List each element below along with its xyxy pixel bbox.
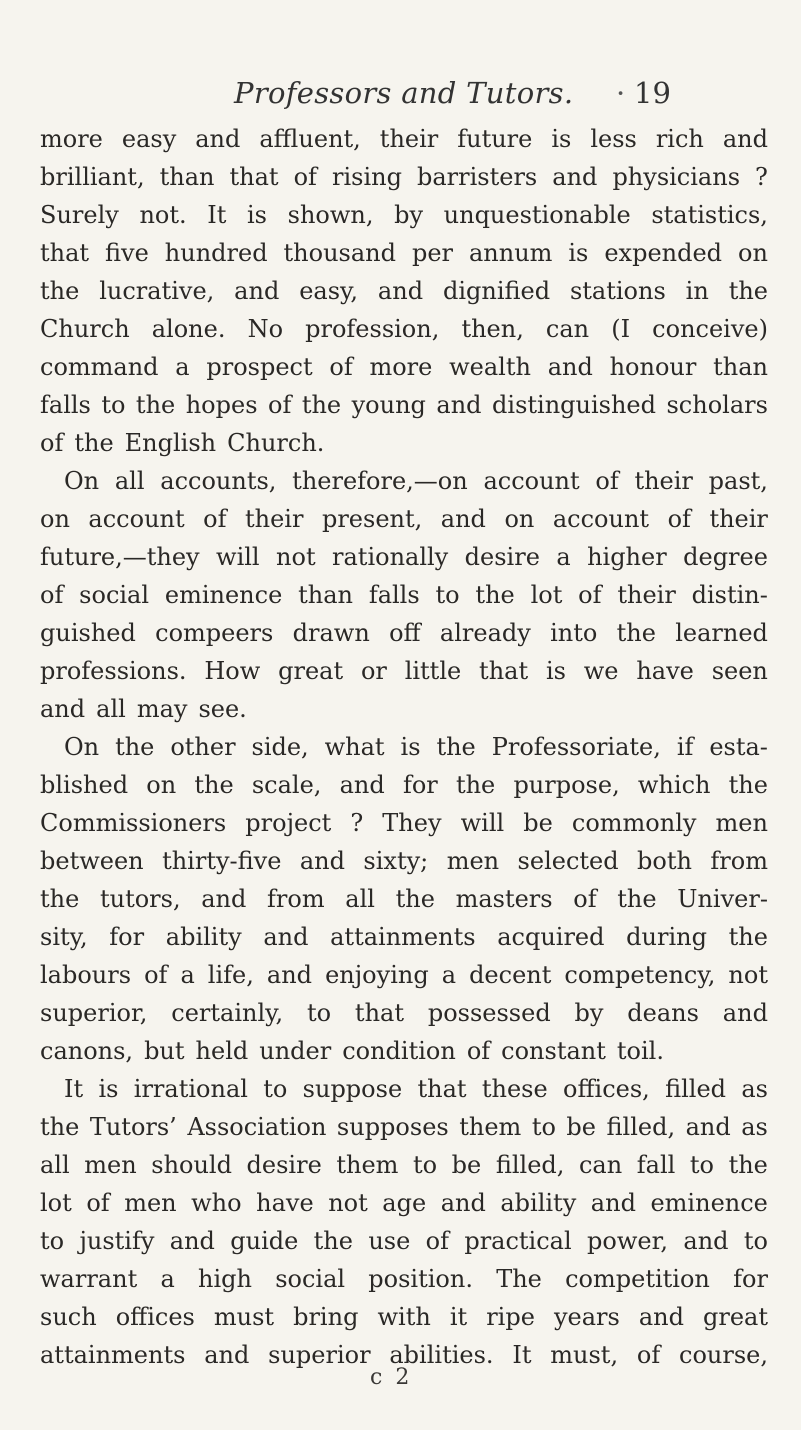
page-header <box>0 76 801 116</box>
text-line: falls to the hopes of the young and distinguished scholars <box>40 391 768 419</box>
text-line: Church alone. No profession, then, can (I conceive) <box>40 315 768 343</box>
text-line: guished compeers drawn off already into the learned <box>40 619 768 647</box>
text-line: the tutors, and from all the masters of the Univer- <box>40 885 768 913</box>
text-line: attainments and superior abilities. It must, of course, <box>40 1341 768 1369</box>
text-line: Surely not. It is shown, by unquestionable statistics, <box>40 201 768 229</box>
text-line: brilliant, than that of rising barristers and physicians ? <box>40 163 768 191</box>
text-line: of the English Church. <box>40 429 325 457</box>
text-line: lot of men who have not age and ability and eminence <box>40 1189 768 1217</box>
text-line: that five hundred thousand per annum is expended on <box>40 239 768 267</box>
text-line: and all may see. <box>40 695 247 723</box>
text-line: sity, for ability and attainments acquired during the <box>40 923 768 951</box>
signature-mark: c 2 <box>370 1365 413 1390</box>
text-line: On all accounts, therefore,—on account of their past, <box>64 467 768 495</box>
body-text <box>40 120 768 1374</box>
text-line: labours of a life, and enjoying a decent competency, not <box>40 961 768 989</box>
text-line: the lucrative, and easy, and dignified stations in the <box>40 277 768 305</box>
text-line: On the other side, what is the Professoriate, if esta- <box>64 733 768 761</box>
text-line: blished on the scale, and for the purpose, which the <box>40 771 768 799</box>
text-line: to justify and guide the use of practical power, and to <box>40 1227 768 1255</box>
text-line: future,—they will not rationally desire a higher degree <box>40 543 768 571</box>
text-line: all men should desire them to be filled, can fall to the <box>40 1151 768 1179</box>
text-line: command a prospect of more wealth and honour than <box>40 353 768 381</box>
text-line: between thirty-five and sixty; men selected both from <box>40 847 768 875</box>
page-number: · 19 <box>634 76 671 110</box>
text-line: Commissioners project ? They will be commonly men <box>40 809 768 837</box>
text-line: on account of their present, and on account of their <box>40 505 768 533</box>
text-line: superior, certainly, to that possessed by deans and <box>40 999 768 1027</box>
text-line: warrant a high social position. The competition for <box>40 1265 768 1293</box>
text-line: of social eminence than falls to the lot of their distin- <box>40 581 768 609</box>
text-line: the Tutors’ Association supposes them to be filled, and as <box>40 1113 768 1141</box>
text-line: more easy and affluent, their future is less rich and <box>40 125 768 153</box>
text-line: such offices must bring with it ripe years and great <box>40 1303 768 1331</box>
running-title: Professors and Tutors. <box>234 76 574 110</box>
text-line: professions. How great or little that is we have seen <box>40 657 768 685</box>
text-line: canons, but held under condition of constant toil. <box>40 1037 664 1065</box>
text-line: It is irrational to suppose that these offices, filled as <box>64 1075 768 1103</box>
